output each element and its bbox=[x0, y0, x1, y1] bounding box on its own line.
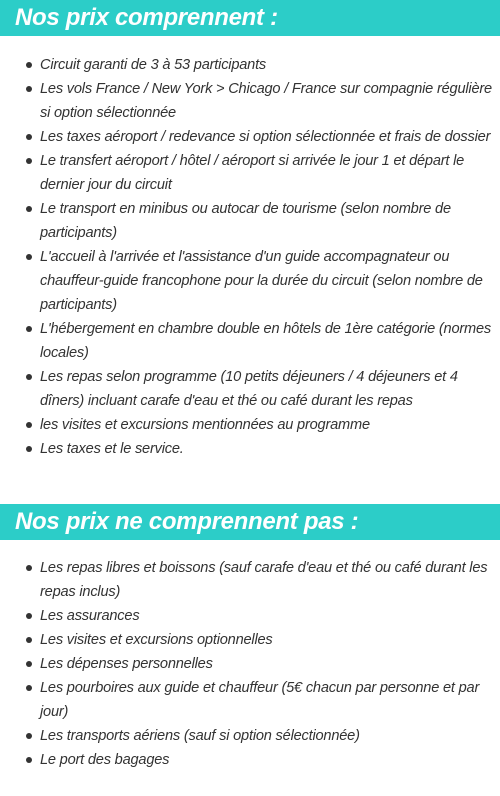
excluded-item: Le port des bagages bbox=[40, 748, 500, 772]
excluded-list bbox=[0, 556, 500, 772]
excluded-item: Les transports aériens (sauf si option sélectionnée) bbox=[40, 724, 500, 748]
included-title: Nos prix comprennent : bbox=[15, 4, 278, 31]
included-item: Circuit garanti de 3 à 53 participants bbox=[40, 53, 500, 77]
included-item: Les taxes et le service. bbox=[40, 437, 500, 461]
included-item: Les taxes aéroport / redevance si option sélectionnée et frais de dossier bbox=[40, 125, 500, 149]
excluded-item: Les dépenses personnelles bbox=[40, 652, 500, 676]
included-item: Le transport en minibus ou autocar de tourisme (selon nombre de participants) bbox=[40, 197, 500, 245]
excluded-title: Nos prix ne comprennent pas : bbox=[15, 508, 359, 535]
excluded-item: Les pourboires aux guide et chauffeur (5€ chacun par personne et par jour) bbox=[40, 676, 500, 724]
included-item: les visites et excursions mentionnées au programme bbox=[40, 413, 500, 437]
included-item: L'accueil à l'arrivée et l'assistance d'un guide accompagnateur ou chauffeur-guide francophone pour la durée du circuit (selon nombre de participants) bbox=[40, 245, 500, 317]
excluded-item: Les assurances bbox=[40, 604, 500, 628]
excluded-header bbox=[0, 504, 500, 540]
included-item: L'hébergement en chambre double en hôtels de 1ère catégorie (normes locales) bbox=[40, 317, 500, 365]
included-item: Les vols France / New York > Chicago / France sur compagnie régulière si option sélectionnée bbox=[40, 77, 500, 125]
included-list bbox=[0, 53, 500, 461]
included-item: Les repas selon programme (10 petits déjeuners / 4 déjeuners et 4 dîners) incluant carafe d'eau et thé ou café durant les repas bbox=[40, 365, 500, 413]
included-header bbox=[0, 0, 500, 36]
included-item: Le transfert aéroport / hôtel / aéroport si arrivée le jour 1 et départ le dernier jour du circuit bbox=[40, 149, 500, 197]
excluded-item: Les repas libres et boissons (sauf carafe d'eau et thé ou café durant les repas inclus) bbox=[40, 556, 500, 604]
excluded-item: Les visites et excursions optionnelles bbox=[40, 628, 500, 652]
